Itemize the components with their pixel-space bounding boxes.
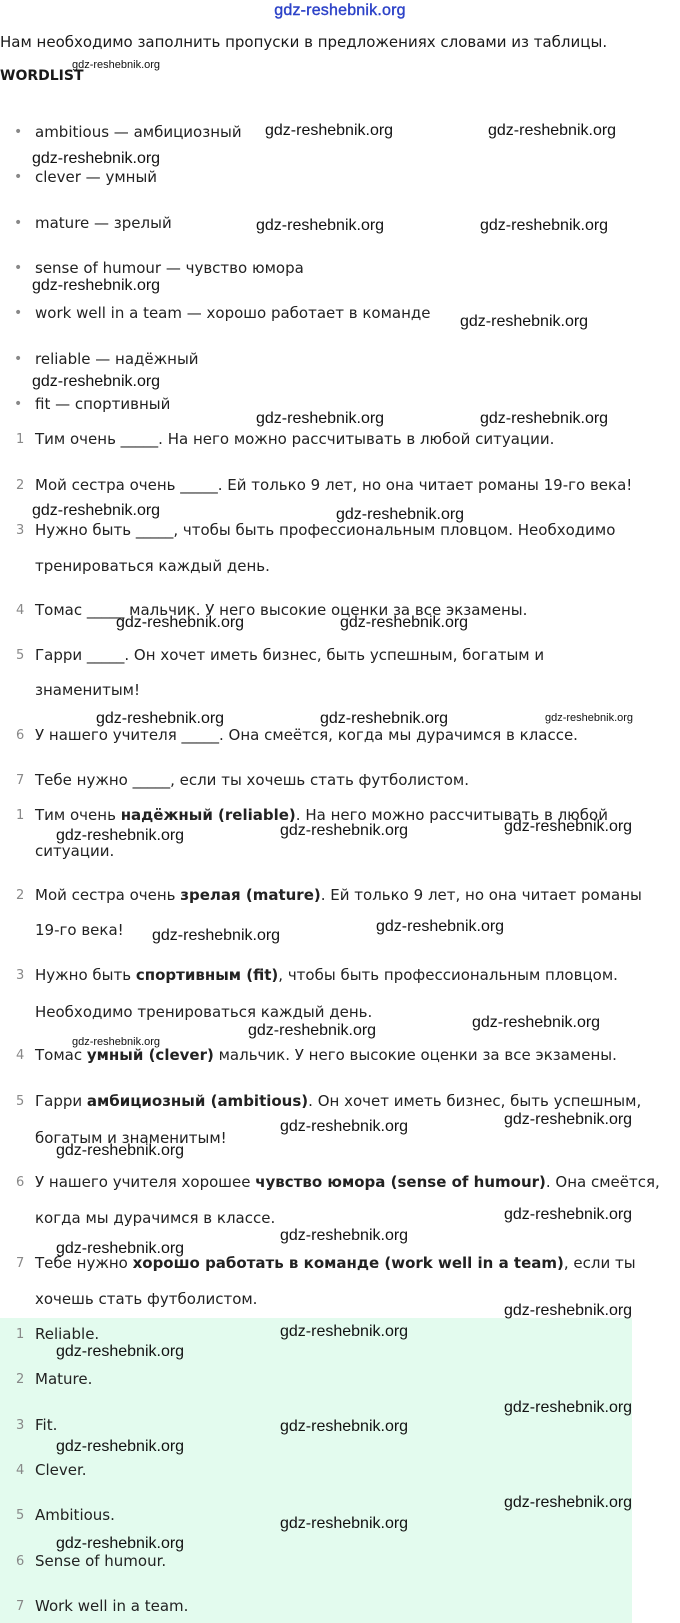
item-number: 4	[16, 1463, 25, 1478]
item-number: 6	[16, 1175, 25, 1190]
bullet-icon: •	[14, 169, 23, 185]
solution-sentence-continuation: хочешь стать футболистом.	[35, 1290, 258, 1308]
answer-item: Clever.	[35, 1461, 87, 1479]
item-number: 3	[16, 968, 25, 983]
watermark: gdz-reshebnik.org	[504, 1206, 633, 1223]
watermark: gdz-reshebnik.org	[72, 59, 161, 71]
solution-sentence-continuation: богатым и знаменитым!	[35, 1129, 227, 1147]
watermark: gdz-reshebnik.org	[280, 1323, 409, 1340]
watermark: gdz-reshebnik.org	[504, 1494, 633, 1511]
item-number: 5	[16, 648, 25, 663]
item-number: 6	[16, 1554, 25, 1569]
bullet-icon: •	[14, 215, 23, 231]
wordlist-item: sense of humour — чувство юмора	[35, 259, 304, 277]
watermark: gdz-reshebnik.org	[480, 217, 609, 234]
wordlist-item: reliable — надёжный	[35, 350, 199, 368]
solution-sentence-continuation: ситуации.	[35, 842, 115, 860]
answer-word: амбициозный (ambitious)	[86, 1092, 309, 1110]
watermark: gdz-reshebnik.org	[545, 712, 634, 724]
watermark: gdz-reshebnik.org	[265, 122, 394, 139]
watermark: gdz-reshebnik.org	[280, 1515, 409, 1532]
item-number: 4	[16, 603, 25, 618]
item-number: 3	[16, 1418, 25, 1433]
watermark: gdz-reshebnik.org	[460, 313, 589, 330]
solution-sentence: Томас умный (clever) мальчик. У него высокие оценки за все экзамены.	[35, 1046, 617, 1064]
watermark: gdz-reshebnik.org	[480, 410, 609, 427]
watermark: gdz-reshebnik.org	[56, 1240, 185, 1257]
answer-item: Mature.	[35, 1370, 93, 1388]
item-number: 2	[16, 478, 25, 493]
item-number: 1	[16, 1327, 25, 1342]
bullet-icon: •	[14, 396, 23, 412]
solution-sentence: Тим очень надёжный (reliable). На него можно рассчитывать в любой	[35, 806, 608, 824]
answer-item: Sense of humour.	[35, 1552, 167, 1570]
watermark: gdz-reshebnik.org	[280, 1227, 409, 1244]
watermark: gdz-reshebnik.org	[256, 410, 385, 427]
bullet-icon: •	[14, 260, 23, 276]
item-number: 2	[16, 1372, 25, 1387]
answer-word: умный (clever)	[86, 1046, 214, 1064]
solution-sentence: Мой сестра очень зрелая (mature). Ей только 9 лет, но она читает романы	[35, 886, 642, 904]
exercise-sentence: Тим очень _____. На него можно рассчитывать в любой ситуации.	[35, 430, 555, 448]
watermark: gdz-reshebnik.org	[488, 122, 617, 139]
site-title-link[interactable]: gdz-reshebnik.org	[274, 2, 406, 19]
exercise-sentence: Тебе нужно _____, если ты хочешь стать футболистом.	[35, 771, 470, 789]
item-number: 5	[16, 1094, 25, 1109]
solution-sentence: Гарри амбициозный (ambitious). Он хочет иметь бизнес, быть успешным,	[35, 1092, 642, 1110]
solution-sentence-continuation: Необходимо тренироваться каждый день.	[35, 1003, 373, 1021]
answers-panel	[0, 1318, 632, 1623]
answer-item: Ambitious.	[35, 1506, 115, 1524]
wordlist-heading: WORDLIST	[0, 68, 84, 84]
watermark: gdz-reshebnik.org	[336, 506, 465, 523]
watermark: gdz-reshebnik.org	[116, 614, 245, 631]
item-number: 1	[16, 432, 25, 447]
watermark: gdz-reshebnik.org	[96, 710, 225, 727]
wordlist-item: fit — спортивный	[35, 395, 171, 413]
answer-item: Work well in a team.	[35, 1597, 189, 1615]
watermark: gdz-reshebnik.org	[56, 1343, 185, 1360]
bullet-icon: •	[14, 351, 23, 367]
watermark: gdz-reshebnik.org	[152, 927, 281, 944]
task-description: Нам необходимо заполнить пропуски в предложениях словами из таблицы.	[0, 33, 608, 51]
watermark: gdz-reshebnik.org	[72, 1036, 161, 1048]
exercise-sentence: Мой сестра очень _____. Ей только 9 лет, но она читает романы 19-го века!	[35, 476, 633, 494]
watermark: gdz-reshebnik.org	[376, 918, 505, 935]
watermark: gdz-reshebnik.org	[340, 614, 469, 631]
solution-sentence: Тебе нужно хорошо работать в команде (work well in a team), если ты	[35, 1254, 636, 1272]
watermark: gdz-reshebnik.org	[56, 1535, 185, 1552]
item-number: 7	[16, 1599, 25, 1614]
exercise-sentence: У нашего учителя _____. Она смеётся, когда мы дурачимся в классе.	[35, 726, 578, 744]
watermark: gdz-reshebnik.org	[248, 1022, 377, 1039]
item-number: 4	[16, 1048, 25, 1063]
answer-item: Reliable.	[35, 1325, 100, 1343]
item-number: 6	[16, 728, 25, 743]
bullet-icon: •	[14, 124, 23, 140]
watermark: gdz-reshebnik.org	[32, 502, 161, 519]
watermark: gdz-reshebnik.org	[280, 1418, 409, 1435]
watermark: gdz-reshebnik.org	[56, 827, 185, 844]
exercise-sentence: Гарри _____. Он хочет иметь бизнес, быть успешным, богатым и	[35, 646, 545, 664]
solution-sentence-continuation: когда мы дурачимся в классе.	[35, 1209, 276, 1227]
bullet-icon: •	[14, 305, 23, 321]
watermark: gdz-reshebnik.org	[504, 1111, 633, 1128]
watermark: gdz-reshebnik.org	[56, 1438, 185, 1455]
exercise-sentence-continuation: тренироваться каждый день.	[35, 557, 270, 575]
watermark: gdz-reshebnik.org	[472, 1014, 601, 1031]
solution-sentence: У нашего учителя хорошее чувство юмора (sense of humour). Она смеётся,	[35, 1173, 660, 1191]
wordlist-item: work well in a team — хорошо работает в команде	[35, 304, 431, 322]
wordlist-item: mature — зрелый	[35, 214, 172, 232]
wordlist-item: ambitious — амбициозный	[35, 123, 242, 141]
wordlist-item: clever — умный	[35, 168, 158, 186]
watermark: gdz-reshebnik.org	[256, 217, 385, 234]
watermark: gdz-reshebnik.org	[280, 822, 409, 839]
item-number: 3	[16, 523, 25, 538]
watermark: gdz-reshebnik.org	[504, 1399, 633, 1416]
exercise-sentence-continuation: знаменитым!	[35, 681, 140, 699]
answer-word: чувство юмора (sense of humour)	[255, 1173, 546, 1191]
solution-sentence: Нужно быть спортивным (fit), чтобы быть профессиональным пловцом.	[35, 966, 618, 984]
exercise-sentence: Томас _____ мальчик. У него высокие оценки за все экзамены.	[35, 601, 528, 619]
watermark: gdz-reshebnik.org	[56, 1142, 185, 1159]
item-number: 7	[16, 773, 25, 788]
answer-word: зрелая (mature)	[180, 886, 321, 904]
watermark: gdz-reshebnik.org	[32, 150, 161, 167]
answer-word: надёжный (reliable)	[120, 806, 296, 824]
answer-word: хорошо работать в команде (work well in a team)	[132, 1254, 564, 1272]
answer-item: Fit.	[35, 1416, 58, 1434]
watermark: gdz-reshebnik.org	[32, 277, 161, 294]
watermark: gdz-reshebnik.org	[504, 1302, 633, 1319]
watermark: gdz-reshebnik.org	[504, 818, 633, 835]
watermark: gdz-reshebnik.org	[32, 373, 161, 390]
item-number: 7	[16, 1256, 25, 1271]
item-number: 2	[16, 888, 25, 903]
exercise-sentence: Нужно быть _____, чтобы быть профессиональным пловцом. Необходимо	[35, 521, 616, 539]
solution-sentence-continuation: 19-го века!	[35, 921, 124, 939]
watermark: gdz-reshebnik.org	[320, 710, 449, 727]
item-number: 1	[16, 808, 25, 823]
watermark: gdz-reshebnik.org	[280, 1118, 409, 1135]
answer-word: спортивным (fit)	[135, 966, 279, 984]
item-number: 5	[16, 1508, 25, 1523]
